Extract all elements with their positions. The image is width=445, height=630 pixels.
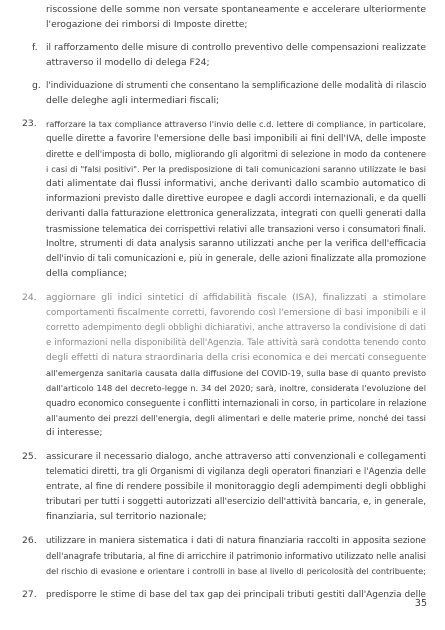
text-line: all'aumento dei prezzi dell'energia, degli alimentari e delle materie prime, nonché dei tassi: [46, 413, 426, 423]
text-line: comportamenti fiscalmente corretti, favorendo così l'emersione di basi imponibili e il: [46, 308, 426, 318]
text-line: trasmissione telematica dei corrispettivi relativi alle transazioni verso i consumatori finali.: [46, 224, 426, 234]
text-line: utilizzare in maniera sistematica i dati di natura finanziaria raccolti in apposita sezione: [46, 536, 426, 546]
text-line: dati alimentate dai flussi informativi, anche derivanti dallo scambio automatico di: [46, 178, 426, 189]
text-line: informazioni previsto dalle direttive europee e dagli accordi internazionali, e da quelli: [46, 194, 426, 204]
text-line: delle deleghe agli intermediari fiscali;: [46, 95, 220, 106]
text-line: aggiornare gli indici sintetici di affidabilità fiscale (ISA), finalizzati a stimolare: [46, 292, 426, 303]
text-line: dell'anagrafe tributaria, al fine di arricchire il patrimonio informativo utilizzato nelle analisi: [46, 551, 426, 561]
text-line: l'individuazione di strumenti che consentano la semplificazione delle modalità di rilascio: [46, 81, 427, 91]
text-line: del rischio di evasione e orientare i controlli in base al livello di pericolosità del contribuente;: [46, 566, 426, 576]
text-line: telematici diretti, tra gli Organismi di vigilanza degli operatori finanziari e l'Agenzia delle: [46, 467, 426, 477]
text-line: derivanti dalla fatturazione elettronica generalizzata, integrati con quelli generati dalla: [46, 209, 426, 219]
text-line: il rafforzamento delle misure di controllo preventivo delle compensazioni realizzate: [46, 43, 426, 53]
text-line: entrate, al fine di rendere possibile il monitoraggio degli adempimenti degli obblighi: [46, 482, 426, 492]
text-line: attraverso il modello di delega F24;: [46, 57, 210, 68]
page-number: 35: [414, 598, 427, 609]
text-line: tributari per tutti i soggetti autorizzati all'esercizio dell'attività bancaria, e, in generale,: [46, 497, 426, 507]
list-marker: 26.: [22, 535, 37, 546]
text-line: finanziaria, sul territorio nazionale;: [46, 511, 207, 522]
text-line: quadro economico conseguente i conflitti internazionali in corso, in particolare in relazione: [46, 398, 427, 408]
text-line: degli effetti di natura straordinaria della crisi economica e dei mercati conseguente: [46, 353, 427, 363]
text-line: riscossione delle somme non versate spontaneamente e accelerare ulteriormente: [46, 4, 426, 15]
text-line: e informazioni nella disponibilità dell'Agenzia. Tale attività sarà condotta tenendo conto: [46, 338, 426, 348]
list-marker: g.: [32, 80, 41, 91]
text-line: Inoltre, strumenti di data analysis saranno utilizzati anche per la verifica dell'efficacia: [46, 239, 426, 249]
text-line: corretto adempimento degli obblighi dichiarativi, anche attraverso la condivisione di dati: [46, 323, 426, 333]
text-line: predisporre le stime di base del tax gap dei principali tributi gestiti dall'Agenzia delle: [46, 590, 426, 600]
list-marker: f.: [32, 42, 38, 53]
list-marker: 24.: [22, 292, 37, 303]
text-line: dall'articolo 148 del decreto-legge n. 34 del 2020; sarà, inoltre, considerata l'evoluzione del: [46, 383, 426, 393]
text-line: dell'invio di tali comunicazioni e, più in generale, delle azioni finalizzate alla promozione: [46, 254, 426, 264]
list-marker: 23.: [22, 118, 37, 129]
text-line: dirette e dell'imposta di bollo, migliorando gli algoritmi di selezione in modo da contenere: [46, 149, 426, 159]
text-line: all'emergenza sanitaria causata dalla diffusione del COVID-19, sulla base di quanto previsto: [46, 368, 426, 378]
text-line: di interesse;: [46, 427, 103, 438]
list-marker: 25.: [22, 451, 37, 462]
list-marker: 27.: [22, 589, 37, 600]
text-line: l'erogazione dei rimborsi di Imposte dirette;: [46, 19, 248, 30]
text-line: della compliance;: [46, 268, 127, 279]
text-line: rafforzare la tax compliance attraverso l'invio delle c.d. lettere di compliance, in particolare,: [46, 119, 426, 129]
text-line: i casi di "falsi positivi". Per la predisposizione di tali comunicazioni saranno utilizzate le basi: [46, 164, 426, 174]
text-line: assicurare il necessario dialogo, anche attraverso atti convenzionali e collegamenti: [46, 452, 426, 462]
text-line: quelle dirette a favorire l'emersione delle basi imponibili ai fini dell'IVA, delle imposte: [46, 134, 426, 144]
